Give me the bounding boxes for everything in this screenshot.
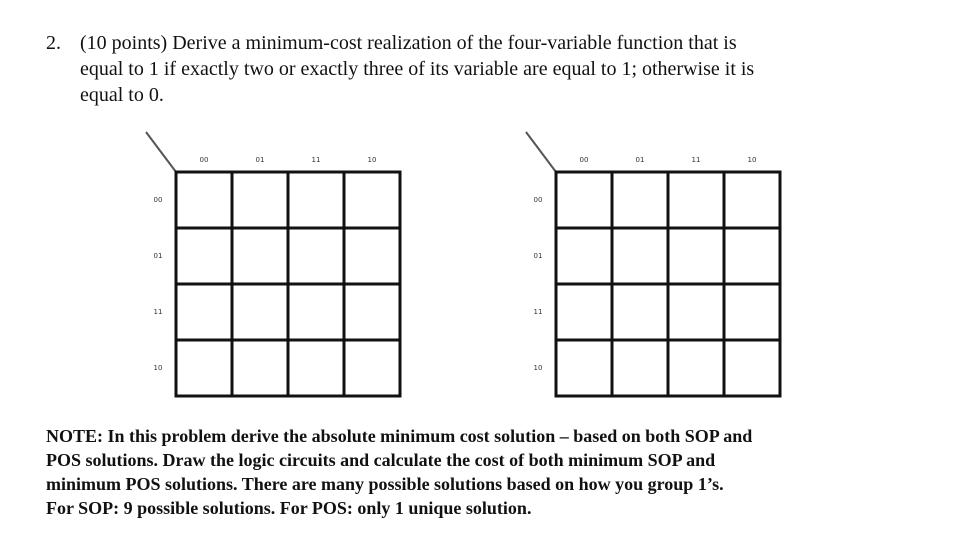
note-line-3: minimum POS solutions. There are many possible solutions based on how you group 1’s. — [46, 474, 724, 494]
kmap-corner-diagonal — [146, 132, 176, 172]
kmap-cell[interactable] — [612, 284, 668, 340]
note-line-2: POS solutions. Draw the logic circuits and calculate the cost of both minimum SOP and — [46, 450, 716, 470]
problem-line-1 — [46, 30, 946, 56]
kmap-cell[interactable] — [176, 340, 232, 396]
kmap-grid — [556, 172, 780, 396]
kmap-cell[interactable] — [556, 284, 612, 340]
kmap-cell[interactable] — [232, 172, 288, 228]
kmap-cell[interactable] — [344, 228, 400, 284]
kmap-col-label: 00 — [199, 156, 209, 164]
karnaugh-map-2 — [516, 128, 796, 398]
kmap-cell[interactable] — [344, 172, 400, 228]
kmap-col-label: 00 — [579, 156, 589, 164]
kmap-cell[interactable] — [344, 284, 400, 340]
kmap-row-label: 00 — [153, 196, 163, 204]
kmap-cell[interactable] — [612, 228, 668, 284]
kmap-cell[interactable] — [724, 284, 780, 340]
kmap-cell[interactable] — [288, 228, 344, 284]
kmap-cell[interactable] — [288, 340, 344, 396]
kmap-cell[interactable] — [612, 340, 668, 396]
note-section — [46, 424, 946, 520]
kmap-row-label: 10 — [153, 364, 163, 372]
problem-number: 2. — [46, 32, 61, 54]
kmap-cell[interactable] — [556, 228, 612, 284]
kmap-cell[interactable] — [724, 172, 780, 228]
problem-line-2: equal to 1 if exactly two or exactly three of its variable are equal to 1; otherwise it is — [80, 58, 755, 80]
problem-statement — [46, 30, 946, 108]
kmap-grid — [176, 172, 400, 396]
kmap-row-label: 01 — [533, 252, 543, 260]
kmap-cell[interactable] — [232, 228, 288, 284]
kmap-col-label: 10 — [367, 156, 377, 164]
kmap-row-label: 11 — [153, 308, 163, 316]
kmap-cell[interactable] — [232, 340, 288, 396]
kmap-row-label: 00 — [533, 196, 543, 204]
kmap-cell[interactable] — [344, 340, 400, 396]
kmap-col-label: 01 — [635, 156, 645, 164]
kmap-cell[interactable] — [612, 172, 668, 228]
kmap-cell[interactable] — [724, 340, 780, 396]
kmap-cell[interactable] — [668, 340, 724, 396]
kmap-cell[interactable] — [176, 228, 232, 284]
kmap-col-label: 01 — [255, 156, 265, 164]
kmap-cell[interactable] — [232, 284, 288, 340]
kmap-col-label: 10 — [747, 156, 757, 164]
kmap-cell[interactable] — [176, 284, 232, 340]
kmap-cell[interactable] — [176, 172, 232, 228]
problem-text-1: (10 points) Derive a minimum-cost realization of the four-variable function that is — [80, 32, 737, 54]
kmap-cell[interactable] — [556, 172, 612, 228]
kmap-row-label: 11 — [533, 308, 543, 316]
kmap-corner-diagonal — [526, 132, 556, 172]
kmap-cell[interactable] — [668, 172, 724, 228]
kmap-col-label: 11 — [691, 156, 701, 164]
karnaugh-map-1 — [136, 128, 416, 398]
kmap-col-label: 11 — [311, 156, 321, 164]
kmap-cell[interactable] — [668, 284, 724, 340]
kmap-cell[interactable] — [288, 284, 344, 340]
kmap-cell[interactable] — [556, 340, 612, 396]
kmap-row-label: 01 — [153, 252, 163, 260]
kmap-row-label: 10 — [533, 364, 543, 372]
kmap-cell[interactable] — [724, 228, 780, 284]
note-line-4: For SOP: 9 possible solutions. For POS: only 1 unique solution. — [46, 498, 532, 518]
note-line-1: NOTE: In this problem derive the absolute minimum cost solution – based on both SOP and — [46, 426, 753, 446]
problem-line-3: equal to 0. — [80, 84, 164, 106]
kmap-cell[interactable] — [288, 172, 344, 228]
kmap-cell[interactable] — [668, 228, 724, 284]
